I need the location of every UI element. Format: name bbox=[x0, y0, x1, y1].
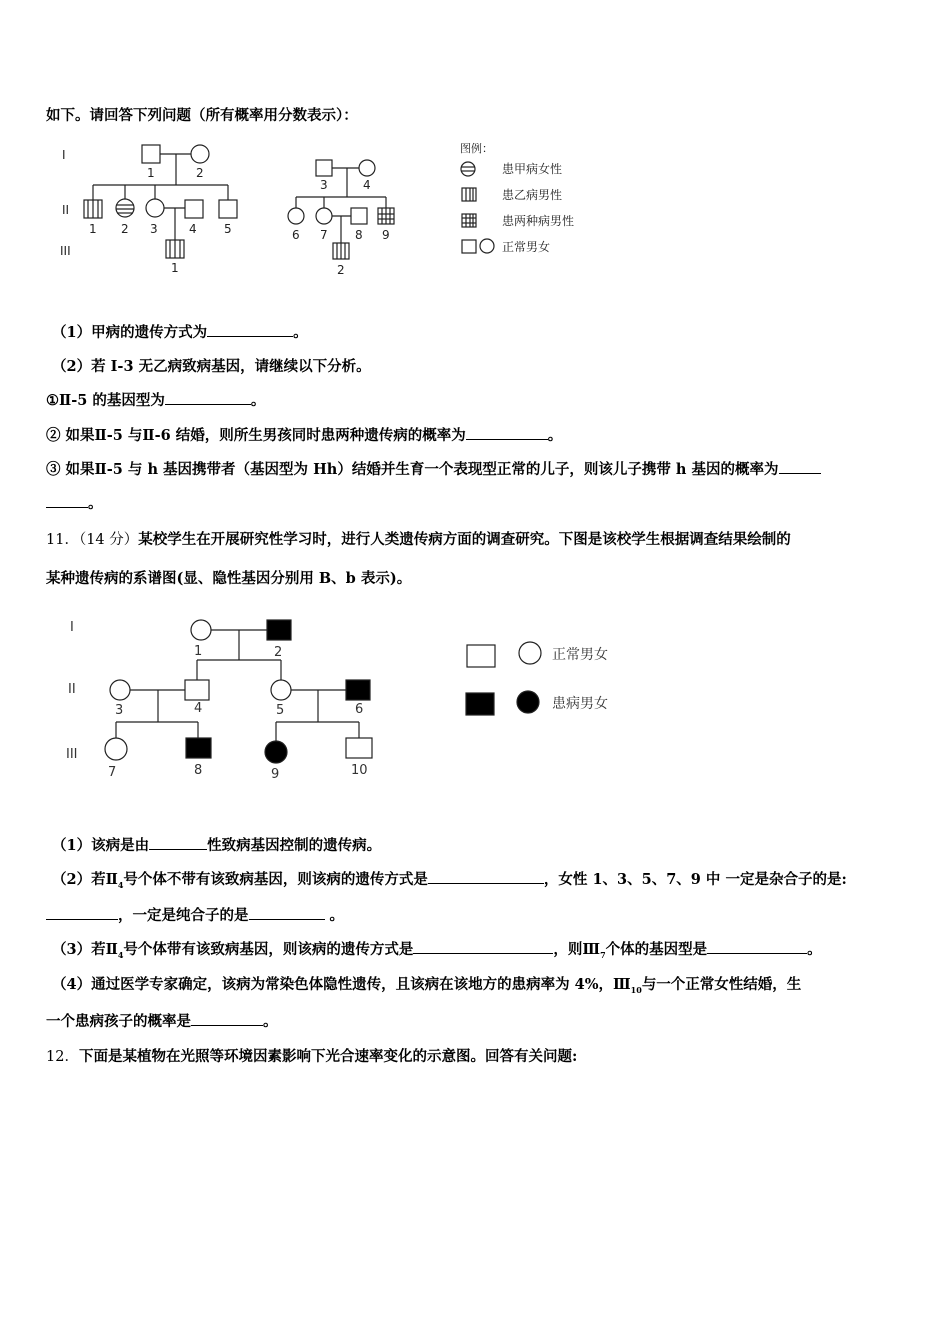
q10-p4-blank[interactable] bbox=[466, 427, 548, 440]
q11-p4-blank[interactable] bbox=[191, 1013, 263, 1026]
q11-part1 bbox=[52, 834, 381, 855]
q11-p3-blank-a[interactable] bbox=[413, 941, 553, 954]
r-num-iii2: 2 bbox=[337, 263, 345, 277]
q11-p2-blank-a[interactable] bbox=[428, 871, 544, 884]
r-ii8-male bbox=[351, 208, 367, 224]
q11-line1 bbox=[46, 528, 791, 549]
p2-num-1: 1 bbox=[194, 644, 203, 659]
q10-part1 bbox=[52, 321, 308, 342]
q10-p5-text: ③ 如果Ⅱ-5 与 h 基因携带者（基因型为 Hh）结婚并生育一个表现型正常的儿子，则该儿子携带 h 基因的概率为 bbox=[46, 461, 779, 478]
q11-p2-text-b: 号个体不带有该致病基因，则该病的遗传方式是 bbox=[123, 871, 428, 888]
r-num-ii7: 7 bbox=[320, 228, 328, 242]
q11-p4-text-b: 与一个正常女性结婚，生 bbox=[641, 976, 802, 993]
l-i1-male bbox=[142, 145, 160, 163]
r-ii7-female bbox=[316, 208, 332, 224]
q11-p1-end: 性致病基因控制的遗传病。 bbox=[207, 837, 382, 854]
legend-male-ab-icon bbox=[462, 214, 476, 227]
legend2-normal-female-icon bbox=[519, 642, 541, 664]
q11-p2-end: 。 bbox=[324, 907, 345, 924]
l-num-i2: 2 bbox=[196, 166, 204, 180]
legend2-label-normal: 正常男女 bbox=[552, 647, 608, 663]
p2-num-10: 10 bbox=[351, 763, 368, 778]
l-num-ii1: 1 bbox=[89, 222, 97, 236]
q10-part5-cont bbox=[46, 492, 103, 513]
q11-p3-sub-a: 4 bbox=[117, 949, 124, 960]
q10-p5-blank-a[interactable] bbox=[779, 461, 821, 474]
l-num-ii4: 4 bbox=[189, 222, 197, 236]
q11-p3-text-d: 个体的基因型是 bbox=[605, 941, 708, 958]
legend-male-b-icon bbox=[462, 188, 476, 201]
q11-p4-text-a: （4）通过医学专家确定，该病为常染色体隐性遗传，且该病在该地方的患病率为 4%，Ⅲ bbox=[52, 976, 631, 993]
r-i4-female bbox=[359, 160, 375, 176]
pedigree-figure-1 bbox=[0, 135, 600, 285]
q10-part5 bbox=[46, 458, 821, 479]
l-num-ii5: 5 bbox=[224, 222, 232, 236]
l-num-iii1: 1 bbox=[171, 261, 179, 275]
r-num-ii8: 8 bbox=[355, 228, 363, 242]
p2-num-5: 5 bbox=[276, 703, 285, 718]
q10-p1-end: 。 bbox=[293, 324, 308, 341]
legend-label-normal: 正常男女 bbox=[502, 240, 551, 254]
legend-normal-female-icon bbox=[480, 239, 494, 253]
p2-ii3-female bbox=[110, 680, 130, 700]
q10-p4-end: 。 bbox=[547, 427, 563, 444]
legend-normal-male-icon bbox=[462, 240, 476, 253]
l-ii2-female-a bbox=[116, 199, 134, 217]
legend-label-a: 患甲病女性 bbox=[502, 162, 563, 176]
q11-p2-sub: 4 bbox=[117, 879, 124, 890]
l-ii5-male bbox=[219, 200, 237, 218]
p2-gen-i: I bbox=[70, 620, 74, 635]
q11-p1-text: （1）该病是由 bbox=[52, 837, 150, 854]
p2-num-9: 9 bbox=[271, 767, 280, 782]
q10-p3-end: 。 bbox=[250, 392, 266, 409]
legend-label-b: 患乙病男性 bbox=[502, 188, 563, 202]
p2-iii9-female-affected bbox=[265, 741, 287, 763]
p2-i2-male-affected bbox=[267, 620, 291, 640]
q11-part3 bbox=[52, 938, 822, 960]
q10-part3 bbox=[46, 389, 265, 410]
l-i2-female bbox=[191, 145, 209, 163]
legend2-affected-female-icon bbox=[517, 691, 539, 713]
q11-p3-sub-b: 7 bbox=[600, 949, 606, 960]
q10-p1-blank[interactable] bbox=[207, 324, 293, 337]
p2-num-6: 6 bbox=[355, 702, 364, 717]
l-gen-i: I bbox=[62, 148, 66, 162]
q10-part4 bbox=[46, 424, 562, 445]
q10-p4-text: ② 如果Ⅱ-5 与Ⅱ-6 结婚，则所生男孩同时患两种遗传病的概率为 bbox=[46, 427, 466, 444]
legend-title: 图例： bbox=[460, 142, 493, 155]
p2-num-4: 4 bbox=[194, 701, 203, 716]
q11-part4 bbox=[52, 973, 801, 995]
p2-ii4-male bbox=[185, 680, 209, 700]
legend-label-ab: 患两种病男性 bbox=[502, 214, 575, 228]
legend2-affected-male-icon bbox=[466, 693, 494, 715]
q11-p1-blank[interactable] bbox=[149, 837, 207, 850]
q11-part2 bbox=[52, 868, 847, 890]
p2-num-3: 3 bbox=[115, 703, 124, 718]
l-ii4-male bbox=[185, 200, 203, 218]
q10-p5-blank-b[interactable] bbox=[46, 495, 88, 508]
l-num-ii3: 3 bbox=[150, 222, 158, 236]
q12-text: 下面是某植物在光照等环境因素影响下光合速率变化的示意图。回答有关问题: bbox=[78, 1048, 578, 1065]
q11-p2-text-c: ，女性 1、3、5、7、9 中 一定是杂合子的是: bbox=[543, 871, 847, 888]
p2-ii6-male-affected bbox=[346, 680, 370, 700]
q11-line2: 某种遗传病的系谱图(显、隐性基因分别用 B、b 表示)。 bbox=[46, 570, 412, 587]
r-num-i3: 3 bbox=[320, 178, 328, 192]
q11-p4-text-c: 一个患病孩子的概率是 bbox=[46, 1013, 191, 1030]
q11-p2-text-d: ，一定是纯合子的是 bbox=[118, 907, 249, 924]
p2-ii5-female bbox=[271, 680, 291, 700]
q11-p3-text-b: 号个体带有该致病基因，则该病的遗传方式是 bbox=[123, 941, 414, 958]
q11-p4-sub: 10 bbox=[630, 984, 642, 995]
q12-line bbox=[46, 1045, 577, 1066]
p2-iii8-male-affected bbox=[186, 738, 211, 758]
q10-p3-blank[interactable] bbox=[165, 392, 251, 405]
q11-p3-end: 。 bbox=[807, 941, 822, 958]
legend2-label-affected: 患病男女 bbox=[552, 696, 608, 712]
q10-part2: （2）若 I-3 无乙病致病基因，请继续以下分析。 bbox=[52, 358, 371, 375]
p2-i1-female bbox=[191, 620, 211, 640]
r-num-i4: 4 bbox=[363, 178, 371, 192]
q11-p3-blank-b[interactable] bbox=[707, 941, 807, 954]
pedigree-figure-2 bbox=[0, 605, 650, 790]
q11-p2-text-a: （2）若Ⅱ bbox=[52, 871, 118, 888]
l-num-ii2: 2 bbox=[121, 222, 129, 236]
q11-p3-text-c: ，则Ⅲ bbox=[553, 941, 601, 958]
q10-p3-text: ①Ⅱ-5 的基因型为 bbox=[46, 392, 165, 409]
q11-number: 11．（14 分） bbox=[46, 532, 139, 548]
q12-number: 12． bbox=[46, 1049, 79, 1065]
l-ii3-female bbox=[146, 199, 164, 217]
l-num-i1: 1 bbox=[147, 166, 155, 180]
p2-iii7-female bbox=[105, 738, 127, 760]
legend2-normal-male-icon bbox=[467, 645, 495, 667]
r-num-ii6: 6 bbox=[292, 228, 300, 242]
q11-p2-blank-c[interactable] bbox=[249, 907, 325, 920]
r-i3-male bbox=[316, 160, 332, 176]
q10-p5-end: 。 bbox=[88, 495, 103, 512]
p2-gen-ii: II bbox=[68, 682, 76, 697]
intro-text: 如下。请回答下列问题（所有概率用分数表示）： bbox=[46, 107, 358, 124]
q11-p3-text-a: （3）若Ⅱ bbox=[52, 941, 118, 958]
l-gen-ii: II bbox=[62, 203, 70, 217]
q11-p4-end: 。 bbox=[263, 1013, 278, 1030]
p2-gen-iii: III bbox=[66, 747, 78, 762]
q10-p1-text: （1）甲病的遗传方式为 bbox=[52, 324, 208, 341]
q11-part4-cont bbox=[46, 1010, 278, 1031]
q11-line1-text: 某校学生在开展研究性学习时，进行人类遗传病方面的调查研究。下图是该校学生根据调查结果绘制的 bbox=[138, 531, 791, 548]
r-ii6-female bbox=[288, 208, 304, 224]
q11-part2-cont bbox=[46, 904, 344, 925]
l-gen-iii: III bbox=[60, 244, 71, 258]
p2-num-8: 8 bbox=[194, 763, 203, 778]
p2-iii10-male bbox=[346, 738, 372, 758]
p2-num-7: 7 bbox=[108, 765, 117, 780]
r-num-ii9: 9 bbox=[382, 228, 390, 242]
legend-female-a-icon bbox=[461, 162, 475, 176]
q11-p2-blank-b[interactable] bbox=[46, 907, 118, 920]
p2-num-2: 2 bbox=[274, 645, 283, 660]
